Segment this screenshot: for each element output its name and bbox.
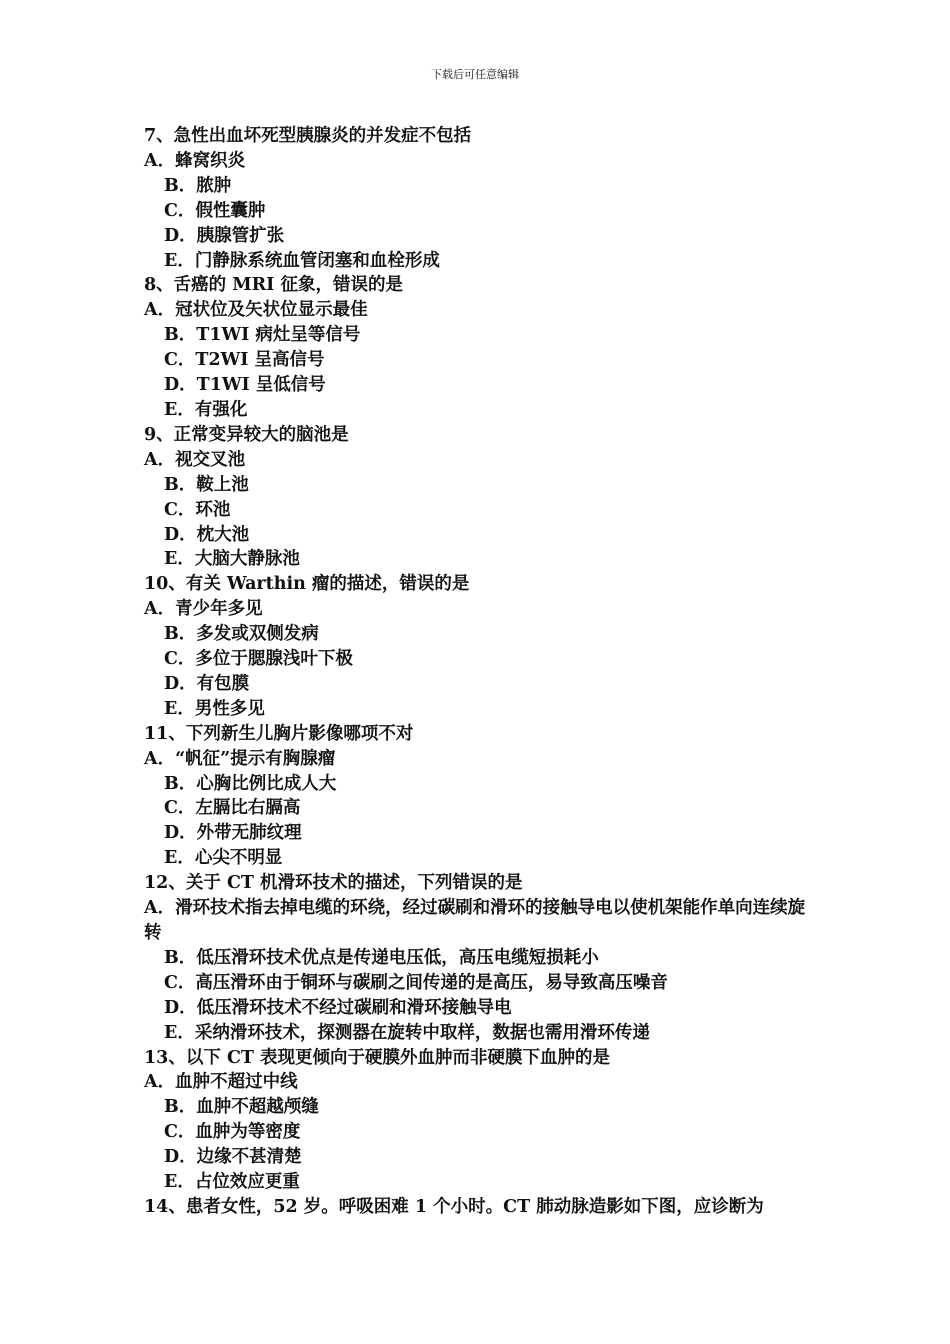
answer-option: A．滑环技术指去掉电缆的环绕，经过碳刷和滑环的接触导电以使机架能作单向连续旋转 bbox=[144, 898, 806, 943]
answer-option: C．T2WI 呈高信号 bbox=[164, 350, 325, 371]
question-list bbox=[144, 124, 814, 1220]
question-stem: 14、患者女性，52 岁。呼吸困难 1 个小时。CT 肺动脉造影如下图，应诊断为 bbox=[144, 1196, 764, 1217]
question-block bbox=[144, 124, 814, 273]
answer-option: A．血肿不超过中线 bbox=[144, 1072, 298, 1093]
question-stem: 9、正常变异较大的脑池是 bbox=[144, 424, 349, 445]
answer-option: C．多位于腮腺浅叶下极 bbox=[164, 649, 353, 670]
answer-option: E．门静脉系统血管闭塞和血栓形成 bbox=[164, 250, 440, 271]
question-stem: 11、下列新生儿胸片影像哪项不对 bbox=[144, 723, 414, 744]
answer-option: C．高压滑环由于铜环与碳刷之间传递的是高压，易导致高压噪音 bbox=[164, 972, 668, 993]
answer-option: D．低压滑环技术不经过碳刷和滑环接触导电 bbox=[164, 997, 512, 1018]
answer-option: B．脓肿 bbox=[164, 175, 232, 196]
question-block bbox=[144, 722, 814, 871]
answer-option: E．有强化 bbox=[164, 399, 248, 420]
answer-option: C．假性囊肿 bbox=[164, 200, 266, 221]
question-block bbox=[144, 572, 814, 721]
answer-option: C．左膈比右膈高 bbox=[164, 798, 301, 819]
question-stem: 10、有关 Warthin 瘤的描述，错误的是 bbox=[144, 574, 470, 595]
page-header: 下载后可任意编辑 bbox=[431, 68, 519, 81]
answer-option: A．“帆征”提示有胸腺瘤 bbox=[144, 748, 336, 769]
answer-option: C．血肿为等密度 bbox=[164, 1122, 301, 1143]
question-stem: 7、急性出血坏死型胰腺炎的并发症不包括 bbox=[144, 126, 472, 146]
answer-option: E．占位效应更重 bbox=[164, 1172, 300, 1193]
answer-option: D．外带无肺纹理 bbox=[164, 823, 302, 844]
answer-option: D．胰腺管扩张 bbox=[164, 225, 285, 246]
answer-option: B．血肿不超越颅缝 bbox=[164, 1097, 319, 1118]
question-block bbox=[144, 423, 814, 572]
answer-option: E．采纳滑环技术，探测器在旋转中取样，数据也需用滑环传递 bbox=[164, 1022, 650, 1043]
answer-option: A．冠状位及矢状位显示最佳 bbox=[144, 300, 368, 321]
answer-option: A．视交叉池 bbox=[144, 449, 246, 470]
answer-option: B．多发或双侧发病 bbox=[164, 624, 319, 645]
question-stem: 12、关于 CT 机滑环技术的描述，下列错误的是 bbox=[144, 873, 523, 894]
answer-option: E．心尖不明显 bbox=[164, 848, 283, 869]
answer-option: B．T1WI 病灶呈等信号 bbox=[164, 325, 361, 346]
answer-option: C．环池 bbox=[164, 499, 231, 520]
question-block bbox=[144, 871, 814, 1045]
answer-option: D．边缘不甚清楚 bbox=[164, 1147, 302, 1168]
answer-option: D．有包膜 bbox=[164, 673, 250, 694]
answer-option: A．青少年多见 bbox=[144, 599, 263, 620]
question-block bbox=[144, 273, 814, 422]
question-block bbox=[144, 1195, 814, 1220]
answer-option: E．男性多见 bbox=[164, 698, 265, 719]
question-stem: 13、以下 CT 表现更倾向于硬膜外血肿而非硬膜下血肿的是 bbox=[144, 1047, 610, 1068]
answer-option: A．蜂窝织炎 bbox=[144, 150, 246, 171]
answer-option: D．枕大池 bbox=[164, 524, 250, 545]
answer-option: B．心胸比例比成人大 bbox=[164, 773, 337, 794]
answer-option: D．T1WI 呈低信号 bbox=[164, 375, 326, 396]
answer-option: B．低压滑环技术优点是传递电压低，高压电缆短损耗小 bbox=[164, 947, 599, 968]
question-stem: 8、舌癌的 MRI 征象，错误的是 bbox=[144, 275, 403, 296]
answer-option: E．大脑大静脉池 bbox=[164, 549, 300, 570]
question-block bbox=[144, 1046, 814, 1195]
answer-option: B．鞍上池 bbox=[164, 474, 249, 495]
